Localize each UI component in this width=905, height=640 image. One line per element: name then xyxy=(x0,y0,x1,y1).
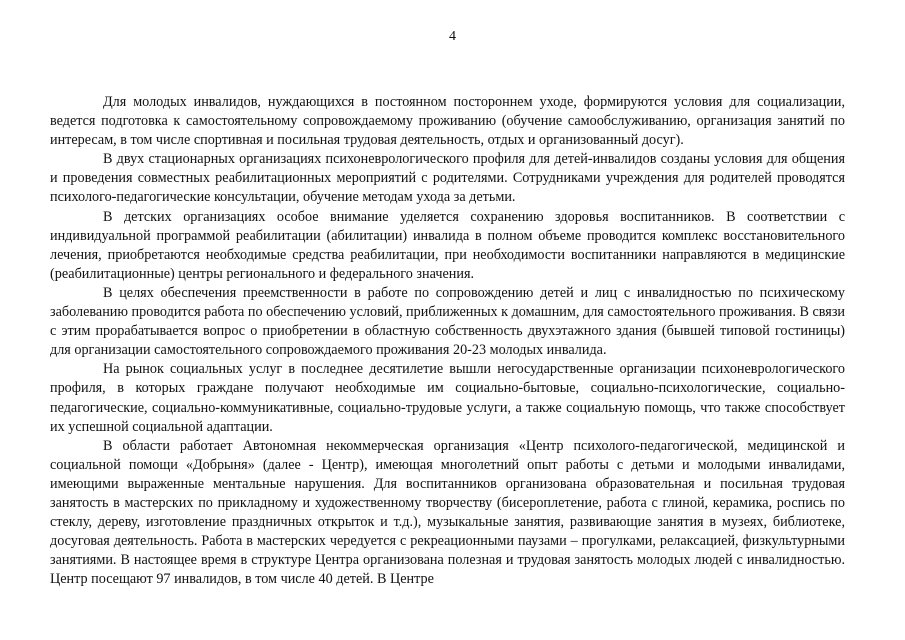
paragraph-stationary-organizations: В двух стационарных организациях психоневрологического профиля для детей-инвалидов созданы условия для общения и проведения совместных реабилитационных мероприятий с родителями. Сотрудниками учреждения для родителей проводятся психолого-педагогические консультации, обучение методам ухода за детьми. xyxy=(50,151,845,206)
paragraph-dobrynya-center: В области работает Автономная некоммерческая организация «Центр психолого-педагогической, медицинской и социальной помощи «Добрыня» (далее - Центр), имеющая многолетний опыт работы с детьми и молодыми инвалидами, имеющими выраженные ментальные нарушения. Для воспитанников организована образовательная и посильная трудовая занятость в мастерских по прикладному и художественному творчеству (бисероплетение, работа с глиной, керамика, роспись по стеклу, дереву, изготовление праздничных открыток и т.д.), музыкальные занятия, развивающие занятия в музеях, библиотеке, досуговая деятельность. Работа в мастерских чередуется с рекреационными паузами – прогулками, релаксацией, физкультурными занятиями. В настоящее время в структуре Центра организована полезная и трудовая занятость молодых людей с инвалидностью. Центр посещают 97 инвалидов, в том числе 40 детей. В Центре xyxy=(50,437,845,588)
paragraph-health-preservation: В детских организациях особое внимание уделяется сохранению здоровья воспитанников. В соответствии с индивидуальной программой реабилитации (абилитации) инвалида в полном объеме проводится комплекс восстановительного лечения, приобретаются необходимые средства реабилитации, при необходимости воспитанники направляются в медицинские (реабилитационные) центры регионального и федерального значения. xyxy=(50,208,845,282)
paragraph-supported-living: В целях обеспечения преемственности в работе по сопровождению детей и лиц с инвалидностью по психическому заболеванию проводится работа по обеспечению условий, приближенных к домашним, для самостоятельного проживания. В связи с этим прорабатывается вопрос о приобретении в областную собственность двухэтажного здания (бывшей типовой гостиницы) для организации самостоятельного сопровождаемого проживания 20-23 молодых инвалида. xyxy=(50,284,846,359)
paragraph-young-disabled-care: Для молодых инвалидов, нуждающихся в постоянном постороннем уходе, формируются условия для социализации, ведется подготовка к самостоятельному сопровождаемому проживанию (обучение самообслуживанию, организация занятий по интересам, в том числе спортивная и посильная трудовая деятельность, отдых и организованный досуг). xyxy=(50,94,845,149)
page-number: 4 xyxy=(449,29,456,44)
document-body xyxy=(50,93,845,589)
paragraph-non-state-organizations: На рынок социальных услуг в последнее десятилетие вышли негосударственные организации психоневрологического профиля, в которых граждане получают необходимые им социально-бытовые, социально-психологические, социально-педагогические, социально-коммуникативные, социально-трудовые услуги, а также социальную помощь, что также способствует их успешной социальной адаптации. xyxy=(50,361,845,435)
